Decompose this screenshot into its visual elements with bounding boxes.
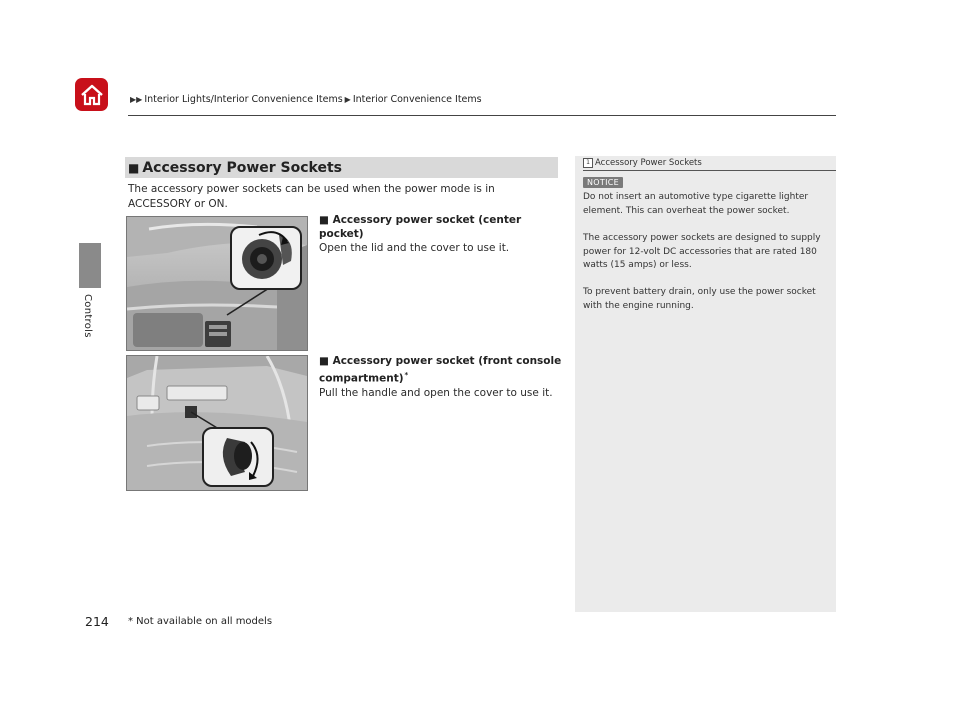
subsection-marker: ■ <box>319 355 329 367</box>
section-intro: The accessory power sockets can be used when the power mode is in ACCESSORY or ON. <box>128 183 495 210</box>
footnote: * Not available on all models <box>128 616 273 627</box>
subsection-center-pocket <box>319 213 564 255</box>
panel-title-text: Accessory Power Sockets <box>595 158 702 168</box>
chapter-label: Controls <box>82 294 93 338</box>
panel-paragraph: The accessory power sockets are designed to supply power for 12-volt DC accessories that are rated 180 watts (15 amps) or less. <box>583 233 821 270</box>
notice-badge: NOTICE <box>583 177 623 188</box>
breadcrumb <box>128 94 482 105</box>
header-divider <box>128 115 836 116</box>
breadcrumb-link-1[interactable]: Interior Lights/Interior Convenience Items <box>144 94 343 105</box>
section-marker: ■ <box>128 160 140 175</box>
section-heading <box>125 157 558 178</box>
subsection-body: Pull the handle and open the cover to use it. <box>319 386 553 399</box>
home-icon <box>80 84 104 106</box>
panel-paragraph: Do not insert an automotive type cigarette lighter element. This can overheat the power socket. <box>583 192 809 216</box>
panel-divider <box>583 170 836 171</box>
panel-paragraph: To prevent battery drain, only use the power socket with the engine running. <box>583 287 816 311</box>
section-title: Accessory Power Sockets <box>142 159 343 176</box>
page-number: 214 <box>85 614 109 629</box>
subsection-title: Accessory power socket (front console compartment) <box>319 355 562 385</box>
center-pocket-socket-image <box>126 216 308 351</box>
subsection-title: Accessory power socket (center pocket) <box>319 214 522 240</box>
chapter-tab[interactable] <box>79 243 101 288</box>
side-notes-panel <box>575 156 836 612</box>
breadcrumb-arrow-icon: ▶▶ <box>130 95 143 104</box>
breadcrumb-link-2[interactable]: Interior Convenience Items <box>352 94 482 105</box>
home-button[interactable] <box>75 78 108 111</box>
footnote-mark: * <box>404 371 409 379</box>
subsection-body: Open the lid and the cover to use it. <box>319 242 510 254</box>
front-console-socket-image <box>126 355 308 491</box>
panel-title <box>583 158 702 168</box>
subsection-marker: ■ <box>319 214 329 226</box>
breadcrumb-arrow-icon: ▶ <box>344 95 351 104</box>
reference-icon: 1 <box>583 158 593 168</box>
subsection-front-console <box>319 354 564 400</box>
